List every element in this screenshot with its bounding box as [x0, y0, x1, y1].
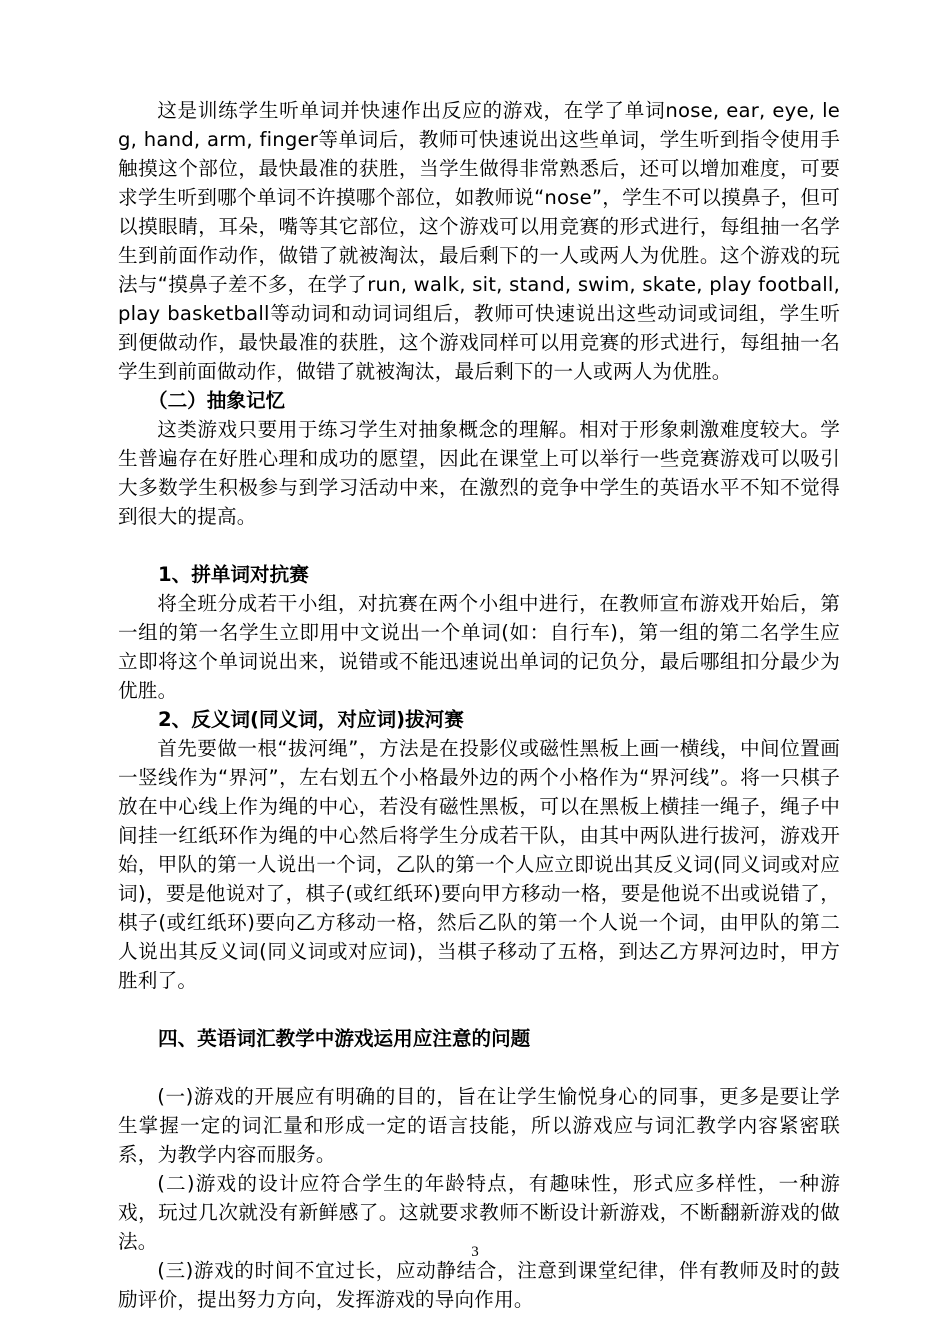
- spacer: [118, 531, 840, 560]
- spacer: [118, 995, 840, 1024]
- paragraph-touch-game: 这是训练学生听单词并快速作出反应的游戏，在学了单词nose, ear, eye, leg, hand, arm, finger等单词后，教师可快速说出这些单词，学生听到指令使用手触摸这个部位，最快最准的获胜，当学生做得非常熟悉后，还可以增加难度，可要求学生听到哪个单词不许摸哪个部位，如教师说“nose”，学生不可以摸鼻子，但可以摸眼睛，耳朵，嘴等其它部位，这个游戏可以用竞赛的形式进行，每组抽一名学生到前面作动作，做错了就被淘汰，最后剩下的一人或两人为优胜。这个游戏的玩法与“摸鼻子差不多，在学了run, walk, sit, stand, swim, skate, play football, play basketball等动词和动词词组后，教师可快速说出这些动词或词组，学生听到便做动作，最快最准的获胜，这个游戏同样可以用竞赛的形式进行，每组抽一名学生到前面做动作，做错了就被淘汰，最后剩下的一人或两人为优胜。: [118, 99, 840, 383]
- page-number: 3: [471, 1244, 479, 1260]
- paragraph-note-two: (二)游戏的设计应符合学生的年龄特点，有趣味性，形式应多样性，一种游戏，玩过几次就没有新鲜感了。这就要求教师不断设计新游戏，不断翻新游戏的做法。: [118, 1172, 840, 1253]
- heading-section-four: 四、英语词汇教学中游戏运用应注意的问题: [158, 1027, 531, 1050]
- paragraph-abstract-memory: 这类游戏只要用于练习学生对抽象概念的理解。相对于形象刺激难度较大。学生普遍存在好胜心理和成功的愿望，因此在课堂上可以举行一些竞赛游戏可以吸引大多数学生积极参与到学习活动中来，在激烈的竞争中学生的英语水平不知不觉得到很大的提高。: [118, 418, 840, 528]
- paragraph-note-three: (三)游戏的时间不宜过长，应动静结合，注意到课堂纪律，伴有教师及时的鼓励评价，提出努力方向，发挥游戏的导向作用。: [118, 1259, 840, 1311]
- heading-antonym-tug-of-war: 2、反义词(同义词，对应词)拔河赛: [158, 708, 464, 731]
- paragraph-antonym-tug-of-war: 首先要做一根“拔河绳”，方法是在投影仪或磁性黑板上画一横线，中间位置画一竖线作为“界河”，左右划五个小格最外边的两个小格作为“界河线”。将一只棋子放在中心线上作为绳的中心，若没有磁性黑板，可以在黑板上横挂一绳子，绳子中间挂一红纸环作为绳的中心然后将学生分成若干队，由其中两队进行拔河，游戏开始，甲队的第一人说出一个词，乙队的第一个人应立即说出其反义词(同义词或对应词)，要是他说对了，棋子(或红纸环)要向甲方移动一格，要是他说不出或说错了，棋子(或红纸环)要向乙方移动一格，然后乙队的第一个人说一个词，由甲队的第二人说出其反义词(同义词或对应词)，当棋子移动了五格，到达乙方界河边时，甲方胜利了。: [118, 737, 840, 992]
- document-body: [118, 96, 840, 1314]
- paragraph-spelling-contest: 将全班分成若干小组，对抗赛在两个小组中进行，在教师宣布游戏开始后，第一组的第一名学生立即用中文说出一个单词(如：自行车)，第一组的第二名学生应立即将这个单词说出来，说错或不能迅速说出单词的记负分，最后哪组扣分最少为优胜。: [118, 592, 840, 702]
- spacer: [118, 1053, 840, 1082]
- heading-abstract-memory: （二）抽象记忆: [148, 389, 286, 412]
- paragraph-note-one: (一)游戏的开展应有明确的目的，旨在让学生愉悦身心的同事，更多是要让学生掌握一定的词汇量和形成一定的语言技能，所以游戏应与词汇教学内容紧密联系，为教学内容而服务。: [118, 1085, 840, 1166]
- heading-spelling-contest: 1、拼单词对抗赛: [158, 563, 309, 586]
